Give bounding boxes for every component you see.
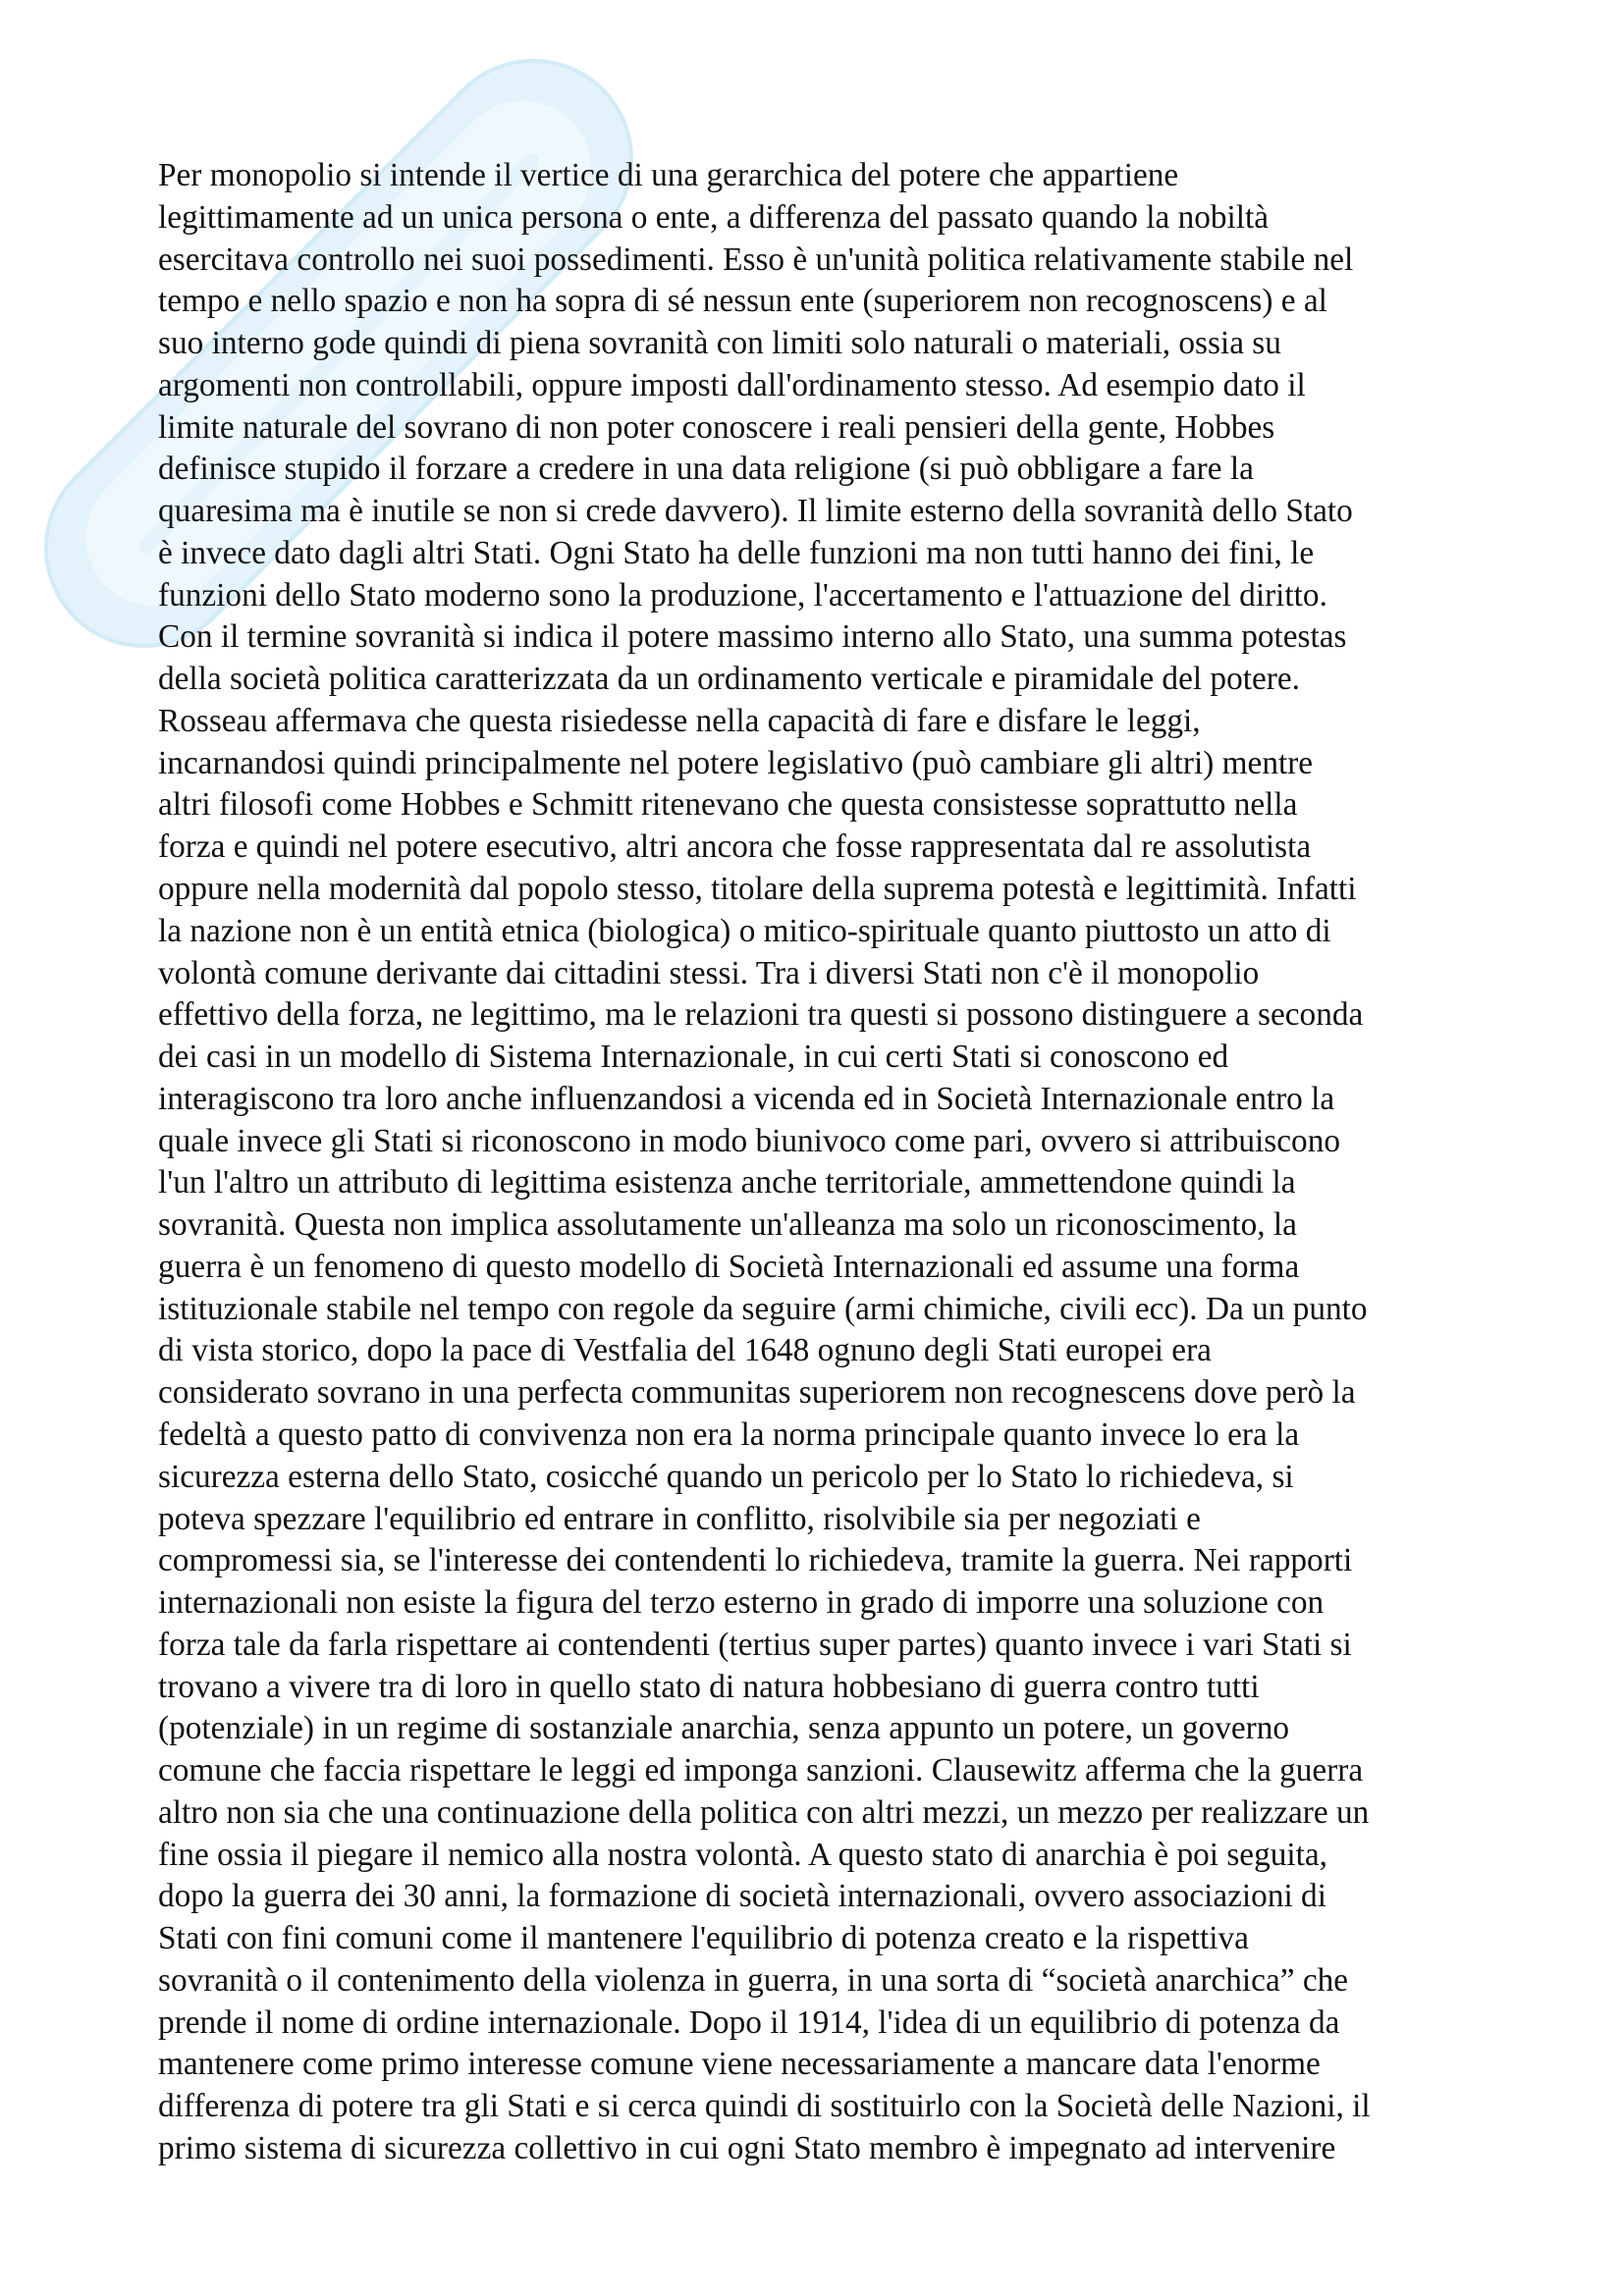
text-line: funzioni dello Stato moderno sono la produzione, l'accertamento e l'attuazione del diritto. xyxy=(158,576,1327,614)
text-line: della società politica caratterizzata da un ordinamento verticale e piramidale del potere. xyxy=(158,661,1300,698)
text-line: incarnandosi quindi principalmente nel potere legislativo (può cambiare gli altri) mentre xyxy=(158,744,1314,781)
text-line: dei casi in un modello di Sistema Internazionale, in cui certi Stati si conoscono ed xyxy=(158,1039,1229,1076)
text-line: effettivo della forza, ne legittimo, ma le relazioni tra questi si possono distinguere a seconda xyxy=(158,996,1364,1034)
text-line: la nazione non è un entità etnica (biologica) o mitico-spirituale quanto piuttosto un atto di xyxy=(158,912,1331,949)
text-line: esercitava controllo nei suoi possedimenti. Esso è un'unità politica relativamente stabile nel xyxy=(158,240,1354,278)
text-line: argomenti non controllabili, oppure imposti dall'ordinamento stesso. Ad esempio dato il xyxy=(158,366,1306,403)
text-line: differenza di potere tra gli Stati e si cerca quindi di sostituirlo con la Società delle Nazioni, il xyxy=(158,2088,1371,2125)
text-line: l'un l'altro un attributo di legittima esistenza anche territoriale, ammettendone quindi la xyxy=(158,1164,1296,1201)
text-line: Stati con fini comuni come il mantenere l'equilibrio di potenza creato e la rispettiva xyxy=(158,1920,1249,1957)
text-line: limite naturale del sovrano di non poter conoscere i reali pensieri della gente, Hobbes xyxy=(158,408,1275,446)
text-line: considerato sovrano in una perfecta communitas superiorem non recognescens dove però la xyxy=(158,1374,1356,1412)
text-line: compromessi sia, se l'interesse dei contendenti lo richiedeva, tramite la guerra. Nei rapporti xyxy=(158,1542,1353,1579)
text-line: fedeltà a questo patto di convivenza non era la norma principale quanto invece lo era la xyxy=(158,1415,1300,1453)
text-line: mantenere come primo interesse comune viene necessariamente a mancare data l'enorme xyxy=(158,2046,1321,2083)
text-line: Con il termine sovranità si indica il potere massimo interno allo Stato, una summa potestas xyxy=(158,618,1347,656)
text-line: quaresima ma è inutile se non si crede davvero). Il limite esterno della sovranità dello Stato xyxy=(158,493,1353,530)
text-line: oppure nella modernità dal popolo stesso, titolare della suprema potestà e legittimità. Infatti xyxy=(158,871,1357,908)
text-line: altri filosofi come Hobbes e Schmitt ritenevano che questa consistesse soprattutto nella xyxy=(158,786,1298,824)
text-line: sicurezza esterna dello Stato, cosicché quando un pericolo per lo Stato lo richiedeva, si xyxy=(158,1458,1294,1495)
text-line: dopo la guerra dei 30 anni, la formazione di società internazionali, ovvero associazioni di xyxy=(158,1878,1326,1915)
text-line: sovranità o il contenimento della violenza in guerra, in una sorta di “società anarchica” che xyxy=(158,1961,1349,1999)
text-line: trovano a vivere tra di loro in quello stato di natura hobbesiano di guerra contro tutti xyxy=(158,1668,1260,1705)
text-line: (potenziale) in un regime di sostanziale anarchia, senza appunto un potere, un governo xyxy=(158,1710,1290,1747)
text-line: sovranità. Questa non implica assolutamente un'alleanza ma solo un riconoscimento, la xyxy=(158,1206,1297,1244)
text-line: di vista storico, dopo la pace di Vestfalia del 1648 ognuno degli Stati europei era xyxy=(158,1332,1212,1369)
text-line: definisce stupido il forzare a credere in una data religione (si può obbligare a fare la xyxy=(158,451,1254,488)
text-line: Per monopolio si intende il vertice di una gerarchica del potere che appartiene xyxy=(158,157,1179,193)
document-body xyxy=(158,155,1371,2170)
text-line: tempo e nello spazio e non ha sopra di sé nessun ente (superiorem non recognoscens) e al xyxy=(158,283,1327,320)
text-line: volontà comune derivante dai cittadini stessi. Tra i diversi Stati non c'è il monopolio xyxy=(158,954,1260,991)
text-line: interagiscono tra loro anche influenzandosi a vicenda ed in Società Internazionale entro la xyxy=(158,1080,1335,1117)
text-line: Rosseau affermava che questa risiedesse nella capacità di fare e disfare le leggi, xyxy=(158,702,1201,739)
text-line: forza tale da farla rispettare ai contendenti (tertius super partes) quanto invece i vari Stati si xyxy=(158,1626,1352,1663)
text-line: fine ossia il piegare il nemico alla nostra volontà. A questo stato di anarchia è poi seguita, xyxy=(158,1836,1327,1873)
text-line: guerra è un fenomeno di questo modello di Società Internazionali ed assume una forma xyxy=(158,1248,1300,1285)
text-line: suo interno gode quindi di piena sovranità con limiti solo naturali o materiali, ossia su xyxy=(158,325,1281,362)
text-line: primo sistema di sicurezza collettivo in cui ogni Stato membro è impegnato ad intervenire xyxy=(158,2129,1336,2166)
text-line: quale invece gli Stati si riconoscono in modo biunivoco come pari, ovvero si attribuiscono xyxy=(158,1122,1340,1159)
text-line: altro non sia che una continuazione della politica con altri mezzi, un mezzo per realizzare un xyxy=(158,1793,1370,1831)
text-line: istituzionale stabile nel tempo con regole da seguire (armi chimiche, civili ecc). Da un punto xyxy=(158,1290,1368,1327)
text-line: comune che faccia rispettare le leggi ed imponga sanzioni. Clausewitz afferma che la guerra xyxy=(158,1752,1364,1789)
text-line: è invece dato dagli altri Stati. Ogni Stato ha delle funzioni ma non tutti hanno dei fini, le xyxy=(158,534,1315,571)
text-line: internazionali non esiste la figura del terzo esterno in grado di imporre una soluzione con xyxy=(158,1584,1325,1622)
text-line: forza e quindi nel potere esecutivo, altri ancora che fosse rappresentata dal re assolutista xyxy=(158,828,1312,866)
text-line: poteva spezzare l'equilibrio ed entrare in conflitto, risolvibile sia per negoziati e xyxy=(158,1500,1201,1537)
text-line: prende il nome di ordine internazionale. Dopo il 1914, l'idea di un equilibrio di potenza da xyxy=(158,2003,1340,2041)
text-line: legittimamente ad un unica persona o ente, a differenza del passato quando la nobiltà xyxy=(158,198,1270,236)
